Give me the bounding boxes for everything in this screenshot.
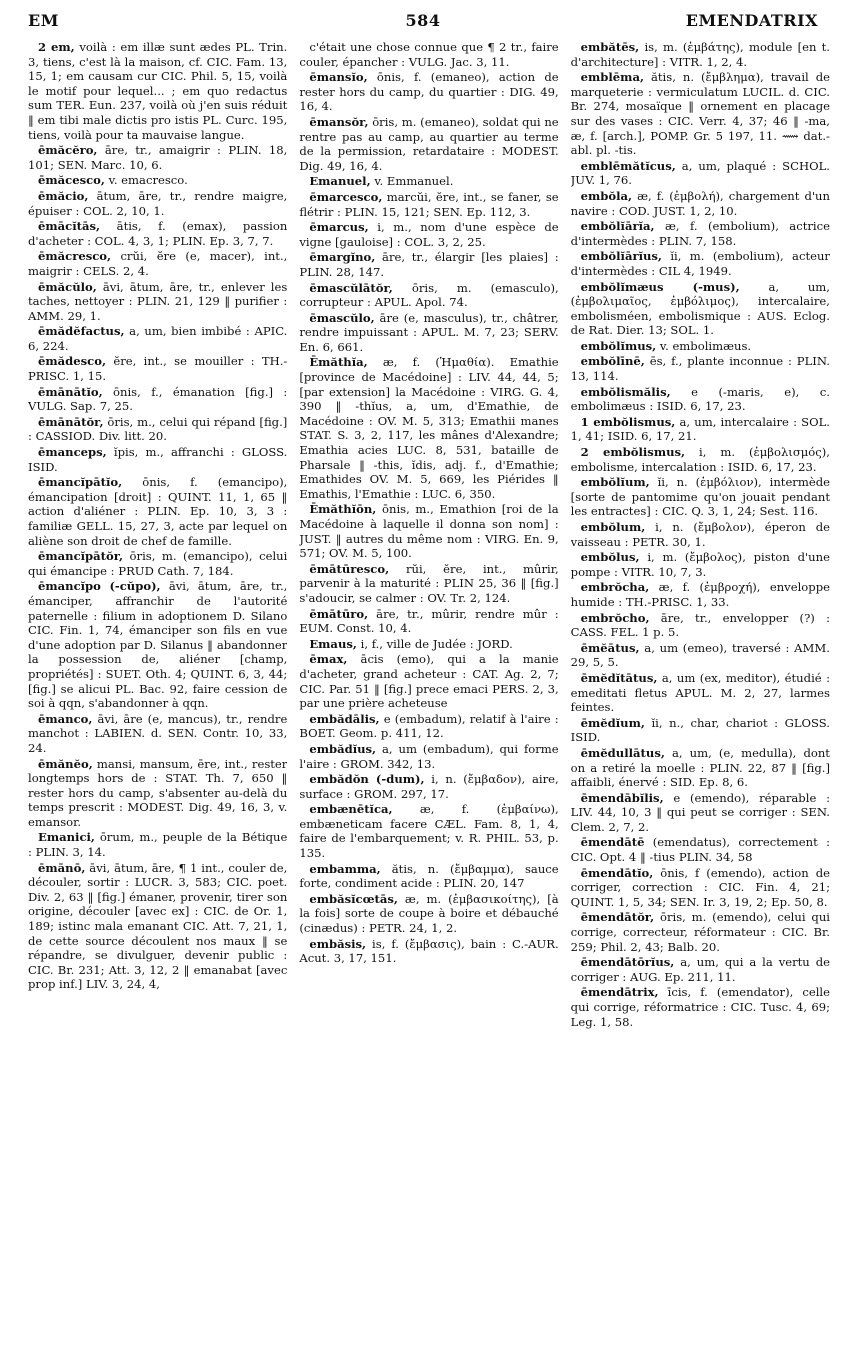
dictionary-entry: [299, 637, 558, 652]
entry-headword: ēmăcŭlo,: [38, 279, 97, 294]
entry-definition: āre, tr., amaigrir : PLIN. 18, 101; SEN. Marc. 10, 6.: [28, 143, 288, 172]
entry-definition: āre, tr., élargir [les plaies] : PLIN. 28, 147.: [299, 250, 559, 279]
entry-definition: v. Emmanuel.: [374, 174, 454, 189]
dictionary-entry: [299, 40, 558, 69]
page-number: 584: [405, 10, 441, 30]
dictionary-entry: [28, 143, 287, 172]
entry-definition: i, m., nom d'une espèce de vigne [gauloise] : COL. 3, 2, 25.: [299, 220, 559, 249]
dictionary-entry: [28, 861, 287, 992]
entry-headword: embŏlum,: [580, 520, 646, 534]
entry-definition: a, um, qui a la vertu de corriger : AUG. Ep. 211, 11.: [570, 955, 830, 984]
entry-headword: ēmargĭno,: [309, 250, 376, 265]
entry-definition: æ, f. (embolium), actrice d'intermèdes : PLIN. 7, 158.: [570, 219, 830, 248]
dictionary-columns: [28, 40, 830, 1346]
entry-definition: ĭi, n., char, chariot : GLOSS. ISID.: [570, 715, 830, 745]
entry-definition: (emendatus), correctement : CIC. Opt. 4 ‖ -tius PLIN. 34, 58: [570, 835, 830, 865]
dictionary-entry: [28, 415, 287, 444]
entry-definition: e (-maris, e), c. embolimæus : ISID. 6, 17, 23.: [570, 384, 830, 414]
dictionary-entry: [299, 115, 558, 173]
entry-definition: æ, f. (ἐμβροχή), enveloppe humide : TH.-PRISC. 1, 33.: [570, 580, 830, 609]
dictionary-entry: [571, 354, 830, 383]
entry-definition: ĭpis, m., affranchi : GLOSS. ISID.: [28, 445, 288, 474]
entry-definition: ĭi, m. (embolium), acteur d'intermèdes : CIL 4, 1949.: [570, 249, 830, 278]
entry-definition: crŭi, ĕre (e, macer), int., maigrir : CELS. 2, 4.: [28, 249, 288, 278]
entry-headword: embătēs,: [580, 40, 640, 54]
entry-headword: ēmācĭtās,: [38, 219, 101, 234]
entry-headword: ēmansŏr,: [309, 114, 369, 129]
entry-definition: mansi, mansum, ēre, int., rester longtemps hors de : STAT. Th. 7, 650 ‖ rester hors du camp, s'absenter au-delà du temps prescrit : MODEST. Dig. 49, 16, 3, v. emansor.: [28, 756, 288, 829]
entry-definition: ōnis, f. (emancipo), émancipation [droit] : QUINT. 11, 1, 65 ‖ action d'aliéner : PLIN. Ep. 10, 3, 3 : familiæ GELL. 15, 27, 3, acte par lequel on aliène son droit de chef de famille.: [28, 475, 288, 548]
dictionary-entry: [299, 311, 558, 355]
entry-headword: embamma,: [309, 861, 381, 876]
dictionary-entry: [571, 280, 830, 338]
entry-headword: Ēmăthĭa,: [309, 355, 368, 370]
dictionary-entry: [299, 742, 558, 771]
entry-definition: æ, f. (ἐμβαίνω), embæneticam facere CÆL. Fam. 8, 1, 4, faire de l'embarquement; v. R. PHIL. 53, p. 135.: [299, 802, 559, 861]
dictionary-entry: [571, 716, 830, 745]
entry-definition: a, um (embadum), qui forme l'aire : GROM. 342, 13.: [299, 741, 559, 771]
entry-headword: embădālis,: [309, 711, 380, 726]
entry-headword: ēmancĭpo (-cŭpo),: [38, 579, 161, 594]
entry-headword: ēmarcesco,: [309, 189, 383, 204]
dictionary-entry: [571, 746, 830, 790]
entry-definition: ōrum, m., peuple de la Bétique : PLIN. 3, 14.: [28, 830, 288, 860]
entry-headword: ēmarcus,: [309, 220, 369, 235]
entry-definition: īcis, f. (emendator), celle qui corrige, réformatrice : CIC. Tusc. 4, 69; Leg. 1, 58.: [570, 985, 830, 1029]
entry-definition: a, um, bien imbibé : APIC. 6, 224.: [28, 324, 288, 353]
entry-headword: embŏlīnē,: [580, 354, 645, 369]
entry-headword: ēmascŭlo,: [309, 310, 375, 325]
entry-headword: ēmātūro,: [309, 606, 369, 621]
entry-headword: ēmancĭpātŏr,: [38, 549, 124, 564]
dictionary-entry: [571, 580, 830, 609]
dictionary-entry: [571, 985, 830, 1029]
entry-definition: a, um, (ἐμβολιμαῖος, ἐμβόλιμος), intercalaire, embolisméen, embolismique : AUS. Eclog. de Rat. Dier. 13; SOL. 1.: [570, 279, 830, 338]
entry-definition: ōris, m. (emasculo), corrupteur : APUL. Apol. 74.: [299, 280, 559, 310]
entry-headword: embŏlismălis,: [580, 384, 671, 399]
entry-definition: ōris, m., celui qui répand [fig.] : CASSIOD. Div. litt. 20.: [28, 414, 288, 444]
entry-definition: ōnis, f., émanation [fig.] : VULG. Sap. 7, 25.: [28, 384, 288, 414]
entry-headword: Emaus,: [309, 636, 357, 651]
entry-definition: i, n. (ἔμβαδον), aire, surface : GROM. 297, 17.: [299, 772, 559, 801]
dictionary-entry: [299, 562, 558, 606]
dictionary-entry: [28, 354, 287, 383]
dictionary-entry: [571, 475, 830, 519]
entry-headword: ēmănĕo,: [38, 756, 93, 771]
dictionary-entry: [299, 190, 558, 219]
dictionary-entry: [571, 40, 830, 69]
page-header: [28, 8, 818, 32]
entry-definition: āvi, ātum, āre, ¶ 1 int., couler de, découler, sortir : LUCR. 3, 583; CIC. poet. Div. 2, 63 ‖ [fig.] émaner, provenir, tirer son origine, découler [avec ex] : CIC. de Or. 1, 189; istinc mala emanant CIC. Att. 7, 21, 1, de cette source découlent nos maux ‖ se répandre, se divulguer, devenir public : CIC. Br. 231; Att. 3, 12, 2 ‖ emanabat [avec prop inf.] LIV. 3, 24, 4,: [28, 860, 288, 992]
entry-headword: embŏlĭum,: [580, 475, 650, 490]
dictionary-entry: [299, 250, 558, 279]
entry-headword: 1 embŏlismus,: [580, 414, 676, 429]
column-1: [28, 40, 287, 1346]
entry-headword: embăsis,: [309, 936, 367, 951]
entry-definition: a, um, plaqué : SCHOL. JUV. 1, 76.: [570, 158, 830, 188]
dictionary-entry: [299, 174, 558, 189]
entry-definition: ātum, āre, tr., rendre maigre, épuiser : COL. 2, 10, 1.: [28, 188, 288, 218]
entry-headword: embŏla,: [580, 188, 633, 203]
column-3: [571, 40, 830, 1346]
entry-headword: ēmendābĭlis,: [580, 790, 664, 805]
entry-headword: ēmancĭpātĭo,: [38, 475, 123, 490]
entry-definition: is, m. (ἐμβάτης), module [en t. d'architecture] : VITR. 1, 2, 4.: [570, 40, 830, 69]
dictionary-entry: [299, 712, 558, 741]
dictionary-entry: [28, 40, 287, 142]
entry-headword: ēmātūresco,: [309, 561, 390, 576]
dictionary-entry: [571, 445, 830, 474]
dictionary-entry: [571, 550, 830, 579]
dictionary-entry: [299, 281, 558, 310]
entry-definition: æ, m. (ἐμβασικοίτης), [à la fois] sorte de coupe à boire et débauché (cinædus) : PETR. 24, 1, 2.: [299, 891, 559, 936]
entry-definition: āvi, ātum, āre, tr., émanciper, affranchir de l'autorité paternelle : filium in adoptionem D. Silano CIC. Fin. 1, 74, émanciper son fils en vue d'une adoption par D. Silanus ‖ abandonner la possession de, aliéner [champ, propriétés] : SUET. Oth. 4; QUINT. 6, 3, 44; [fig.] se alicui PL. Bac. 92, faire cession de soi à qqn, s'abandonner à qqn.: [28, 579, 288, 711]
dictionary-entry: [571, 671, 830, 715]
dictionary-entry: [299, 772, 558, 801]
entry-definition: a, um, (e, medulla), dont on a retiré la moelle : PLIN. 22, 87 ‖ [fig.] affaibli, énervé : SID. Ep. 8, 6.: [570, 745, 830, 790]
dictionary-entry: [571, 791, 830, 835]
dictionary-entry: [299, 502, 558, 560]
entry-definition: a, um (emeo), traversé : AMM. 29, 5, 5.: [570, 640, 830, 670]
entry-definition: v. emacresco.: [108, 173, 188, 188]
entry-headword: embŏlus,: [580, 550, 640, 565]
entry-headword: ēmendātōrĭus,: [580, 955, 675, 970]
entry-headword: ēmăcio,: [38, 188, 89, 203]
entry-headword: embăsĭcœtās,: [309, 891, 398, 906]
entry-definition: ătis, n. (ἔμβαμμα), sauce forte, condiment acide : PLIN. 20, 147: [299, 861, 559, 891]
entry-headword: embænētĭca,: [309, 802, 393, 817]
entry-definition: æ, f. (ἐμβολή), chargement d'un navire : COD. JUST. 1, 2, 10.: [570, 188, 830, 218]
dictionary-entry: [28, 475, 287, 548]
dictionary-entry: [28, 280, 287, 324]
dictionary-entry: [571, 835, 830, 864]
entry-headword: ēmĕātus,: [580, 640, 640, 655]
dictionary-entry: [28, 189, 287, 218]
dictionary-entry: [299, 220, 558, 249]
running-head-right: EMENDATRIX: [685, 10, 818, 30]
dictionary-entry: [28, 249, 287, 278]
entry-headword: ēmădĕfactus,: [38, 324, 125, 339]
entry-definition: ōris, m. (emancipo), celui qui émancipe : PRUD Cath. 7, 184.: [28, 549, 288, 578]
entry-definition: ōris, m. (emaneo), soldat qui ne rentre pas au camp, au quartier au terme de la permission, retardataire : MODEST. Dig. 49, 16, 4.: [299, 114, 559, 173]
dictionary-entry: [28, 219, 287, 248]
entry-definition: v. embolimæus.: [659, 338, 752, 353]
entry-headword: ēmĕdullātus,: [580, 745, 665, 760]
dictionary-entry: [28, 757, 287, 830]
dictionary-entry: [299, 355, 558, 501]
entry-headword: ēmăcesco,: [38, 173, 105, 188]
entry-headword: emblēmătĭcus,: [580, 158, 676, 173]
dictionary-entry: [28, 385, 287, 414]
entry-definition: a, um (ex, meditor), étudié : emeditati fletus APUL. M. 2, 27, larmes feintes.: [570, 670, 830, 715]
entry-headword: ēmendātrix,: [580, 985, 659, 1000]
entry-headword: ēmānātŏr,: [38, 414, 104, 429]
entry-definition: ācis (emo), qui a la manie d'acheter, grand acheteur : CAT. Ag. 2, 7; CIC. Par. 51 ‖ [fig.] prece emaci PERS. 2, 3, par une prière acheteuse: [299, 652, 559, 711]
entry-headword: ēmăcĕro,: [38, 143, 98, 158]
dictionary-entry: [299, 802, 558, 860]
entry-headword: 2 em,: [38, 40, 75, 54]
entry-headword: embrŏcho,: [580, 610, 650, 625]
entry-definition: i, m. (ἐμβολισμός), embolisme, intercalation : ISID. 6, 17, 23.: [570, 445, 830, 474]
entry-definition: āvi, āre (e, mancus), tr., rendre manchot : LABIEN. d. SEN. Contr. 10, 33, 24.: [28, 711, 288, 755]
entry-headword: ēmĕdĭtātus,: [580, 670, 658, 685]
entry-headword: ēmānō,: [38, 860, 86, 875]
dictionary-entry: [299, 652, 558, 710]
dictionary-entry: [571, 910, 830, 954]
entry-headword: 2 embŏlismus,: [580, 445, 686, 460]
entry-definition: e (emendo), réparable : LIV. 44, 10, 3 ‖ qui peut se corriger : SEN. Clem. 2, 7, 2.: [570, 790, 830, 834]
entry-definition: is, f. (ἔμβασις), bain : C.-AUR. Acut. 3, 17, 151.: [299, 936, 559, 966]
entry-definition: i, f., ville de Judée : JORD.: [360, 636, 513, 651]
dictionary-entry: [571, 415, 830, 444]
dictionary-entry: [571, 641, 830, 670]
entry-headword: embŏlĭmus,: [580, 338, 657, 353]
entry-definition: i, n. (ἔμβολον), éperon de vaisseau : PETR. 30, 1.: [570, 520, 830, 549]
dictionary-entry: [571, 249, 830, 278]
entry-headword: embŏlĭārĭa,: [580, 219, 655, 234]
dictionary-entry: [28, 549, 287, 578]
entry-definition: marcŭi, ĕre, int., se faner, se flétrir : PLIN. 15, 121; SEN. Ep. 112, 3.: [299, 189, 559, 219]
entry-definition: æ, f. (Ἠμαθία). Emathie [province de Macédoine] : LIV. 44, 44, 5; [par extension] la Macédoine : VIRG. G. 4, 390 ‖ -thĭus, a, um, d'Emathie, de Macédoine : OV. M. 5, 313; Emathii manes STAT. S. 3, 2, 117, les mânes d'Alexandre; Emathia acies LUC. 8, 531, bataille de Pharsale ‖ -this, ĭdis, adj. f., d'Emathie; Emathides OV. M. 5, 669, les Piérides ‖ Emathis, l'Emathie : LUC. 6, 350.: [299, 355, 559, 501]
entry-definition: ōnis, m., Emathion [roi de la Macédoine à laquelle il donna son nom] : JUST. ‖ autres du même nom : VIRG. En. 9, 571; OV. M. 5, 100.: [299, 502, 559, 561]
entry-headword: embădŏn (-dum),: [309, 772, 425, 787]
entry-headword: embrŏcha,: [580, 580, 650, 595]
entry-headword: ēmădesco,: [38, 354, 106, 369]
dictionary-entry: [299, 70, 558, 114]
entry-definition: ătis, n. (ἔμβλημα), travail de marqueterie : vermiculatum LUCIL. d. CIC. Br. 274, mosaïque ‖ ornement en placage sur des vases : CIC. Verr. 4, 37; 46 ‖ -ma, æ, f. [arch.], POMP. Gr. 5 197, 11. ⟿ dat.-abl. pl. -tis.: [570, 70, 830, 158]
entry-headword: embŏlĭārĭus,: [580, 249, 662, 264]
entry-definition: ĭi, n. (ἐμβόλιον), intermède [sorte de pantomime qu'on jouait pendant les entractes] : CIC. Q. 3, 1, 24; Sest. 116.: [570, 475, 830, 519]
dictionary-entry: [299, 607, 558, 636]
dictionary-entry: [28, 324, 287, 353]
dictionary-entry: [571, 955, 830, 984]
dictionary-entry: [299, 862, 558, 891]
entry-definition: ēs, f., plante inconnue : PLIN. 13, 114.: [570, 354, 830, 384]
entry-headword: Emanuel,: [309, 174, 371, 189]
dictionary-entry: [28, 579, 287, 710]
entry-headword: ēmendātĭo,: [580, 865, 654, 880]
entry-headword: ēmendātŏr,: [580, 910, 655, 925]
entry-definition: āre (e, masculus), tr., châtrer, rendre impuissant : APUL. M. 7, 23; SERV. En. 6, 661.: [299, 310, 559, 354]
entry-definition: ōris, m. (emendo), celui qui corrige, correcteur, réformateur : CIC. Br. 259; Phil. 2, 43; Balb. 20.: [570, 910, 830, 954]
dictionary-entry: [571, 611, 830, 640]
entry-definition: ĕre, int., se mouiller : TH.-PRISC. 1, 15.: [28, 354, 288, 384]
entry-definition: ōnis, f. (emaneo), action de rester hors du camp, du quartier : DIG. 49, 16, 4.: [299, 70, 559, 114]
entry-definition: a, um, intercalaire : SOL. 1, 41; ISID. 6, 17, 21.: [570, 414, 830, 444]
entry-headword: ēmanco,: [38, 711, 93, 726]
entry-definition: e (embadum), relatif à l'aire : BOET. Geom. p. 411, 12.: [299, 711, 559, 741]
entry-definition: āvi, ātum, āre, tr., enlever les taches, nettoyer : PLIN. 21, 129 ‖ purifier : AMM. 29, 1.: [28, 279, 288, 323]
entry-definition: ōnis, f (emendo), action de corriger, correction : CIC. Fin. 4, 21; QUINT. 1, 5, 34; SEN. Ir. 3, 19, 2; Ep. 50, 8.: [570, 865, 830, 909]
entry-headword: Emanici,: [38, 830, 95, 845]
entry-headword: ēmansĭo,: [309, 70, 368, 85]
entry-headword: ēmendātē: [580, 835, 645, 850]
dictionary-entry: [571, 339, 830, 354]
entry-definition: rŭi, ĕre, int., mûrir, parvenir à la maturité : PLIN 25, 36 ‖ [fig.] s'adoucir, se calmer : OV. Tr. 2, 124.: [299, 561, 559, 605]
entry-definition: i, m. (ἔμβολος), piston d'une pompe : VITR. 10, 7, 3.: [570, 550, 830, 579]
entry-headword: embŏlĭmæus (-mus),: [580, 279, 740, 294]
dictionary-entry: [299, 892, 558, 936]
dictionary-entry: [571, 219, 830, 248]
column-2: [299, 40, 558, 1346]
entry-headword: embădĭus,: [309, 741, 377, 756]
entry-headword: ēmĕdĭum,: [580, 715, 645, 730]
dictionary-entry: [28, 173, 287, 188]
entry-headword: ēmanceps,: [38, 445, 107, 460]
entry-headword: ēmānātĭo,: [38, 384, 103, 399]
dictionary-entry: [571, 385, 830, 414]
dictionary-entry: [28, 445, 287, 474]
dictionary-entry: [571, 189, 830, 218]
dictionary-entry: [28, 712, 287, 756]
entry-headword: ēmax,: [309, 652, 348, 667]
entry-headword: ēmascŭlātŏr,: [309, 280, 393, 295]
dictionary-entry: [571, 70, 830, 158]
dictionary-entry: [28, 830, 287, 859]
dictionary-entry: [299, 937, 558, 966]
entry-headword: emblēma,: [580, 70, 645, 85]
entry-headword: ēmăcresco,: [38, 249, 112, 264]
dictionary-entry: [571, 159, 830, 188]
dictionary-entry: [571, 866, 830, 910]
entry-definition: āre, tr., envelopper (?) : CASS. FEL. 1 p. 5.: [570, 610, 830, 640]
running-head-left: EM: [28, 10, 59, 30]
entry-definition: voilà : em illæ sunt ædes PL. Trin. 3, tiens, c'est là la maison, cf. CIC. Fam. 13, 15, 1; em causam cur CIC. Phil. 5, 15, voilà le motif pour lequel... ; em quo redactus sum TER. Eun. 237, voilà où j'en suis réduit ‖ em tibi male dictis pro istis PL. Curc. 195, tiens, voilà pour ta mauvaise langue.: [28, 40, 288, 142]
entry-headword: Ēmăthĭōn,: [309, 502, 377, 517]
dictionary-entry: [571, 520, 830, 549]
entry-definition: ātis, f. (emax), passion d'acheter : COL. 4, 3, 1; PLIN. Ep. 3, 7, 7.: [28, 219, 288, 248]
entry-definition: āre, tr., mûrir, rendre mûr : EUM. Const. 10, 4.: [299, 606, 559, 636]
entry-definition: c'était une chose connue que ¶ 2 tr., faire couler, épancher : VULG. Jac. 3, 11.: [299, 40, 559, 69]
